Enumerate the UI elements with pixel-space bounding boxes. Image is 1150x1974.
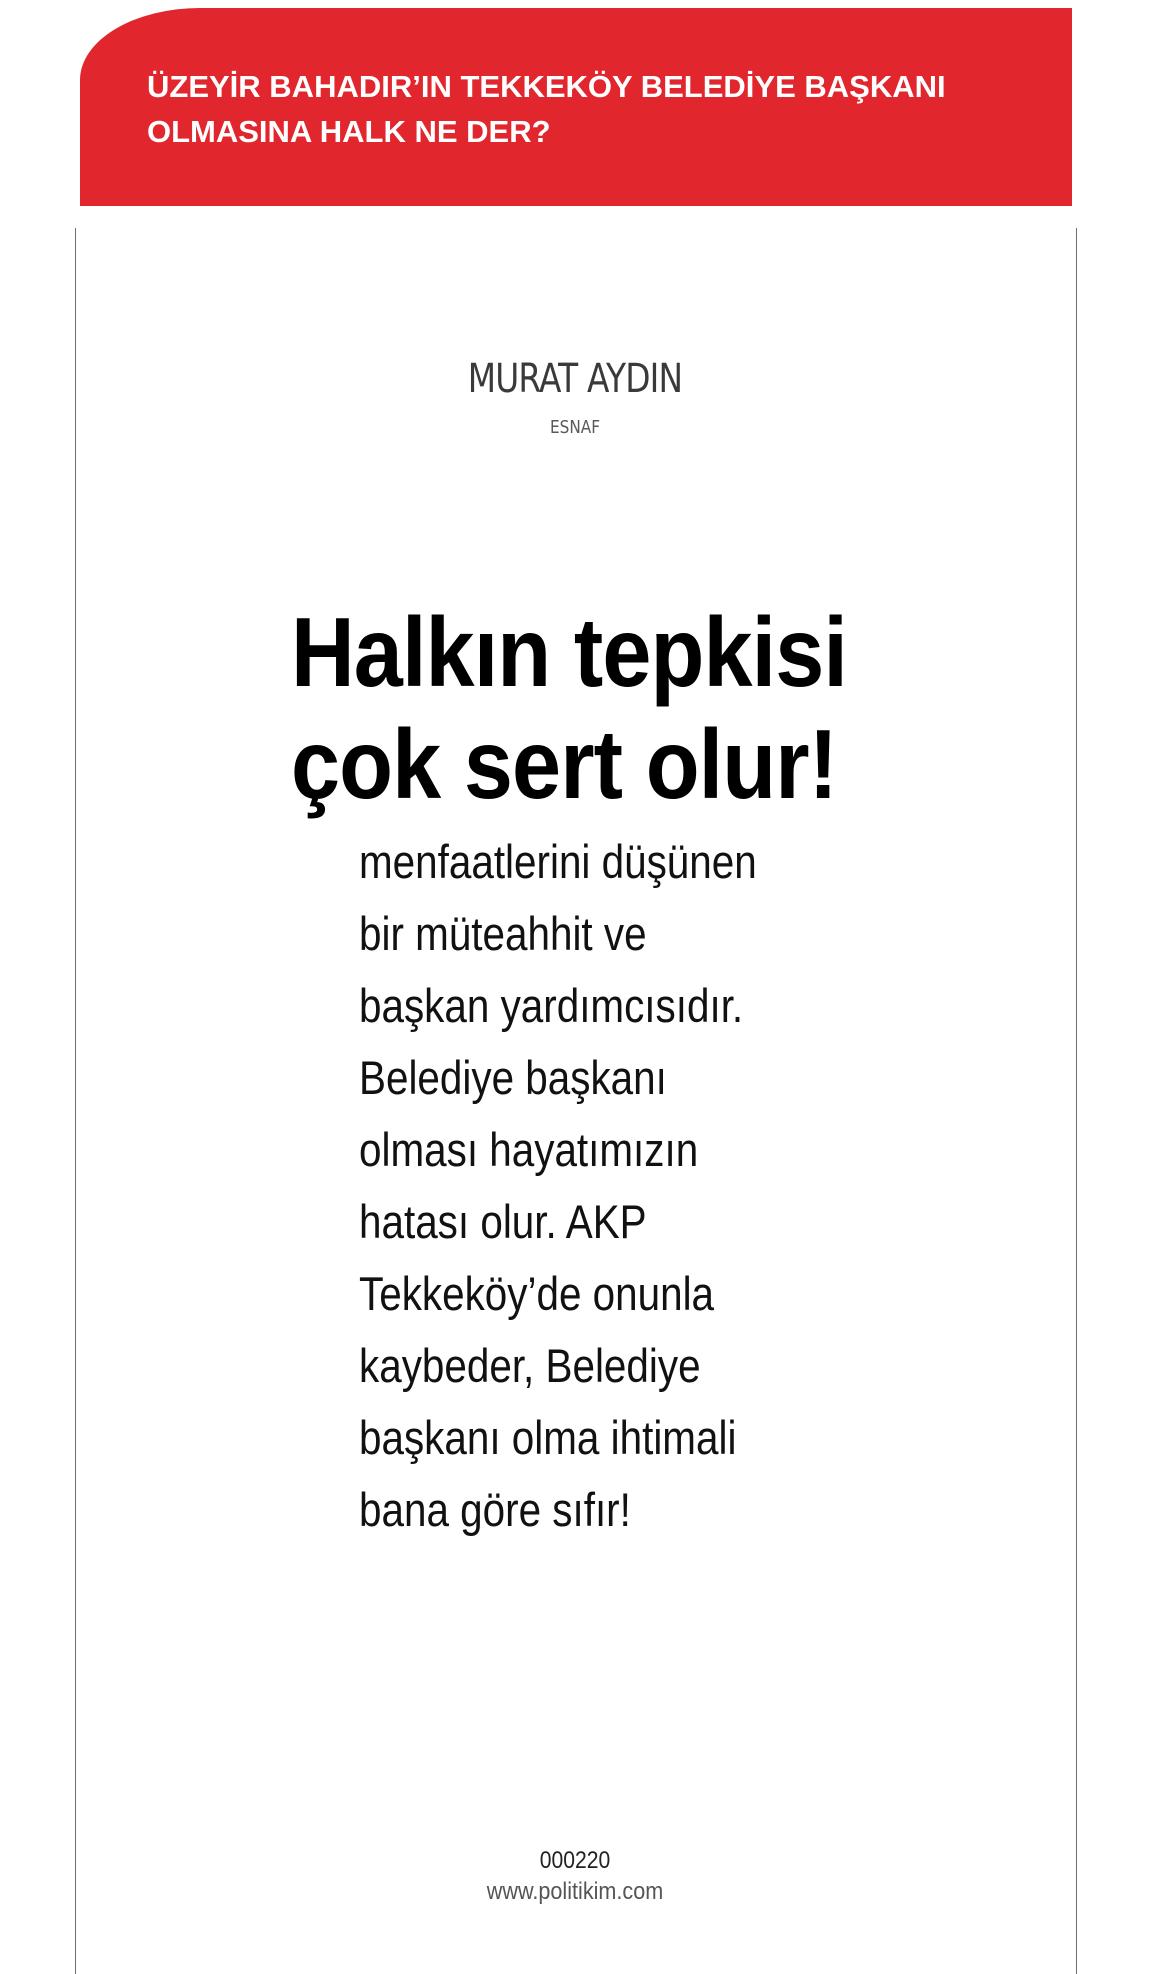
body-line: kaybeder, Belediye — [359, 1339, 701, 1392]
headline-line: Halkın tepkisi — [291, 597, 848, 707]
body-line: başkanı olma ihtimali — [359, 1411, 737, 1464]
body-line: bir müteahhit ve — [359, 907, 647, 960]
body-line: Tekkeköy’de onunla — [359, 1267, 715, 1320]
header-banner — [80, 8, 1072, 206]
person-name: MURAT AYDIN — [467, 356, 683, 402]
headline — [291, 596, 921, 820]
body-text — [359, 826, 806, 1546]
headline-line: çok sert olur! — [291, 709, 838, 819]
footer-code: 000220 — [539, 1847, 611, 1874]
footer-url-link[interactable]: www.politikim.com — [486, 1878, 664, 1905]
body-line: bana göre sıfır! — [359, 1483, 631, 1536]
body-line: olması hayatımızın — [359, 1123, 699, 1176]
body-line: Belediye başkanı — [359, 1051, 667, 1104]
frame-left-border — [75, 228, 76, 1974]
frame-right-border — [1076, 228, 1077, 1974]
person-role: ESNAF — [549, 417, 601, 438]
body-line: menfaatlerini düşünen — [359, 835, 757, 888]
body-line: başkan yardımcısıdır. — [359, 979, 744, 1032]
header-title: ÜZEYİR BAHADIR’IN TEKKEKÖY BELEDİYE BAŞKANI OLMASINA HALK NE DER? — [147, 69, 946, 149]
body-line: hatası olur. AKP — [359, 1195, 647, 1248]
